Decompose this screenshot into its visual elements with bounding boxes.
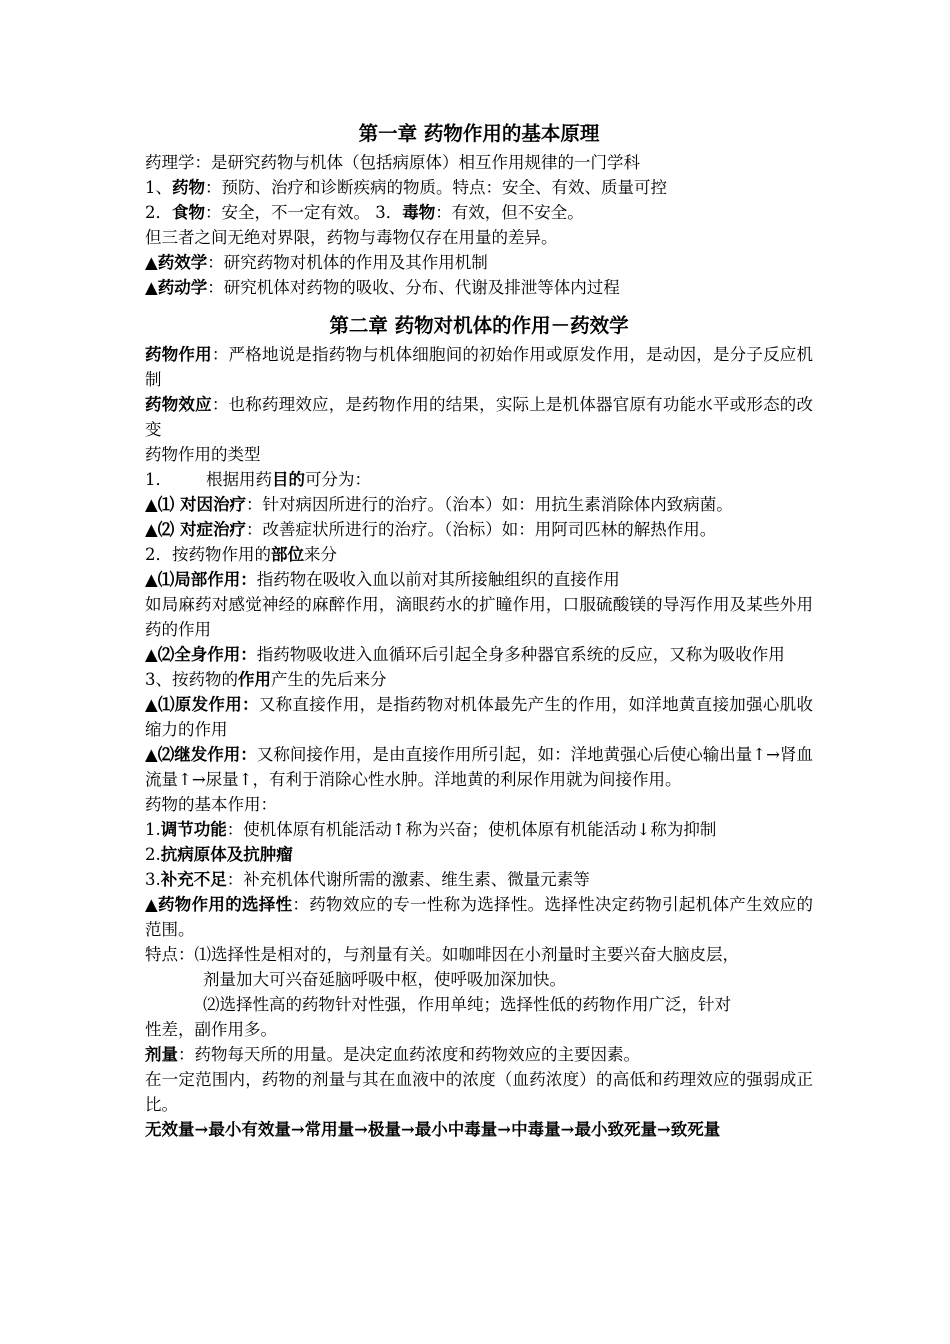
drug-action-definition: 药物作用：严格地说是指药物与机体细胞间的初始作用或原发作用，是动因，是分子反应机制 [145,345,814,389]
dose-definition: 剂量：药物每天所的用量。是决定血药浓度和药物效应的主要因素。 [145,1045,640,1064]
chapter1-title: 第一章 药物作用的基本原理 [358,122,600,145]
drug-definition: 1、药物：预防、治疗和诊断疾病的物质。特点：安全、有效、质量可控 [145,178,667,197]
basic-action-2: 2.抗病原体及抗肿瘤 [145,845,293,864]
by-purpose-heading: 1． 根据用药目的可分为： [145,470,371,489]
drug-effect-definition: 药物效应：也称药理效应，是药物作用的结果，实际上是机体器官原有功能水平或形态的改变 [145,395,814,439]
causal-treatment: ▲⑴ 对因治疗：针对病因所进行的治疗。（治本）如：用抗生素消除体内致病菌。 [145,495,733,514]
document-page [145,120,813,1142]
dose-concentration-note: 在一定范围内，药物的剂量与其在血液中的浓度（血药浓度）的高低和药理效应的强弱成正比。 [145,1070,813,1114]
basic-actions-heading: 药物的基本作用： [145,795,277,814]
selectivity-feature-2b: 性差，副作用多。 [145,1020,277,1039]
local-action-examples: 如局麻药对感觉神经的麻醉作用，滴眼药水的扩瞳作用，口服硫酸镁的导泻作用及某些外用药的作用 [145,595,813,639]
by-site-heading: 2．按药物作用的部位来分 [145,545,337,564]
selectivity-feature-1b: 剂量加大可兴奋延脑呼吸中枢，使呼吸加深加快。 [203,970,566,989]
basic-action-1: 1.调节功能：使机体原有机能活动↑称为兴奋；使机体原有机能活动↓称为抑制 [145,820,717,839]
pharmacodynamics-definition: ▲药效学：研究药物对机体的作用及其作用机制 [145,253,488,272]
by-order-heading: 3、按药物的作用产生的先后来分 [145,670,387,689]
selectivity-feature-2a: ⑵选择性高的药物针对性强，作用单纯；选择性低的药物作用广泛，针对 [203,995,731,1014]
primary-action: ▲⑴原发作用：又称直接作用，是指药物对机体最先产生的作用，如洋地黄直接加强心肌收缩力的作用 [145,695,813,739]
pharmacokinetics-definition: ▲药动学：研究机体对药物的吸收、分布、代谢及排泄等体内过程 [145,278,620,297]
selectivity-definition: ▲药物作用的选择性：药物效应的专一性称为选择性。选择性决定药物引起机体产生效应的范围。 [145,895,813,939]
action-types-heading: 药物作用的类型 [145,445,261,464]
systemic-action: ▲⑵全身作用：指药物吸收进入血循环后引起全身多种器官系统的反应，又称为吸收作用 [145,645,785,664]
pharmacology-definition: 药理学：是研究药物与机体（包括病原体）相互作用规律的一门学科 [145,153,640,172]
selectivity-feature-1a: 特点：⑴选择性是相对的，与剂量有关。如咖啡因在小剂量时主要兴奋大脑皮层， [145,945,739,964]
basic-action-3: 3.补充不足：补充机体代谢所需的激素、维生素、微量元素等 [145,870,590,889]
dose-chain: 无效量→最小有效量→常用量→极量→最小中毒量→中毒量→最小致死量→致死量 [145,1120,721,1139]
boundary-note: 但三者之间无绝对界限，药物与毒物仅存在用量的差异。 [145,228,558,247]
local-action: ▲⑴局部作用：指药物在吸收入血以前对其所接触组织的直接作用 [145,570,620,589]
symptomatic-treatment: ▲⑵ 对症治疗：改善症状所进行的治疗。（治标）如：用阿司匹林的解热作用。 [145,520,717,539]
chapter2-title: 第二章 药物对机体的作用－药效学 [329,314,629,337]
food-poison-definition: 2．食物：安全，不一定有效。 3．毒物：有效，但不安全。 [145,203,584,222]
secondary-action: ▲⑵继发作用：又称间接作用，是由直接作用所引起，如：洋地黄强心后使心输出量↑→肾血流量↑→尿量↑，有利于消除心性水肿。洋地黄的利尿作用就为间接作用。 [145,745,813,789]
